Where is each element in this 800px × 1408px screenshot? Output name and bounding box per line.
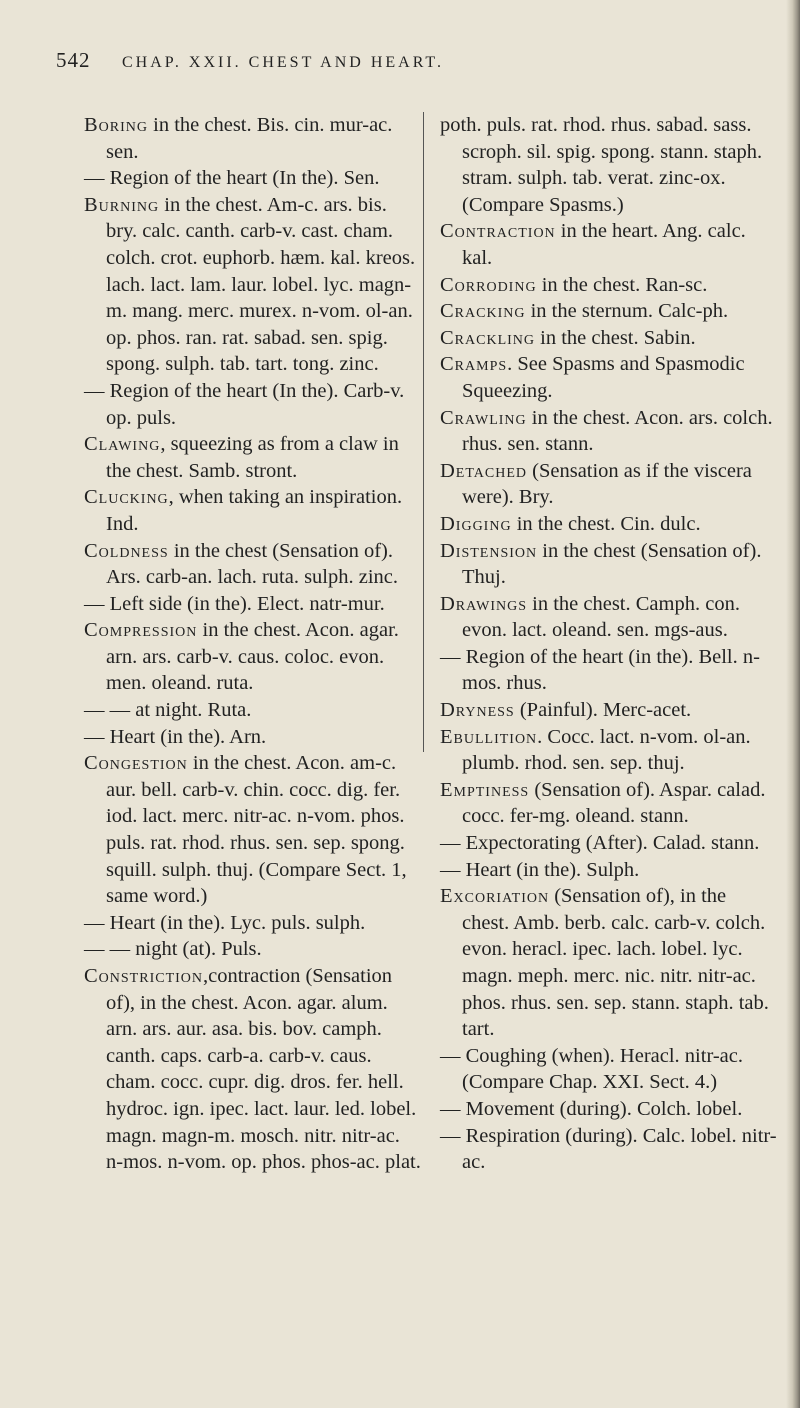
entry-text: — Movement (during). Colch. lobel. — [440, 1097, 743, 1120]
index-entry — [84, 165, 422, 192]
entry-text: . Cocc. lact. n-vom. ol-an. plumb. rhod. sen. sep. thuj. — [462, 725, 751, 775]
index-entry — [84, 617, 422, 697]
entry-headword: Coldness — [84, 539, 169, 562]
page-number: 542 — [56, 48, 91, 72]
index-entry — [84, 192, 422, 378]
entry-text: in the chest (Sensation of). Ars. carb-an. lach. ruta. sulph. zinc. — [106, 539, 399, 589]
index-entry — [440, 325, 778, 352]
entry-headword: Burning — [84, 193, 160, 216]
entry-text: in the chest. Cin. dulc. — [511, 512, 701, 535]
index-entry — [440, 298, 778, 325]
entry-headword: Boring — [84, 114, 149, 136]
entry-text: in the chest. Bis. cin. mur-ac. sen. — [106, 114, 393, 163]
entry-headword: Crawling — [440, 406, 527, 429]
entry-headword: Corroding — [440, 273, 537, 296]
entry-headword: Dryness — [440, 699, 515, 722]
entry-headword: Digging — [440, 512, 512, 535]
entry-text: — Region of the heart (In the). Carb-v. op. puls. — [84, 379, 405, 429]
entry-text: in the heart. Ang. calc. kal. — [462, 220, 746, 269]
index-entry — [84, 910, 422, 937]
page-header — [56, 48, 776, 82]
entry-text: ,contraction (Sensation of), in the chest. Acon. agar. alum. arn. ars. aur. asa. bis. bov. camph. canth. caps. carb-a. carb-v. caus. cham. cocc. cupr. dig. dros. fer. hell. hydroc. ign. ipec. lact. laur. led. lobel. magn. magn-m. mosch. nitr. nitr-ac. n-mos. n-vom. op. phos. phos-ac. plat. — [106, 965, 421, 1174]
entry-text: in the chest. Am-c. ars. bis. bry. calc. canth. carb-v. cast. cham. colch. crot. euphorb. hæm. kal. kreos. lach. lact. lam. laur. lobel. lyc. magn-m. mang. merc. murex. n-vom. ol-an. op. phos. ran. rat. sabad. sen. spig. spong. sulph. tab. tart. tong. zinc. — [106, 193, 416, 376]
entry-headword: Crackling — [440, 326, 536, 349]
index-entry — [440, 697, 778, 724]
entry-text: in the chest. Acon. agar. arn. ars. carb-v. caus. coloc. evon. men. oleand. ruta. — [106, 619, 399, 695]
entry-headword: Cracking — [440, 300, 526, 323]
entry-text: — Region of the heart (in the). Bell. n-mos. rhus. — [440, 645, 760, 695]
entry-text: poth. puls. rat. rhod. rhus. sabad. sass. scroph. sil. spig. spong. stann. staph. stram. sulph. tab. verat. zinc-ox. (Compare Spasms.) — [440, 114, 763, 216]
index-entry — [440, 538, 778, 591]
entry-headword: Ebullition — [440, 725, 538, 748]
index-entry — [440, 218, 778, 271]
running-head: CHAP. XXII. CHEST AND HEART. — [122, 54, 445, 71]
entry-headword: Constriction — [84, 965, 204, 987]
index-entry — [440, 1096, 778, 1123]
index-entry — [440, 777, 778, 830]
index-entry — [440, 830, 778, 857]
index-entry — [440, 272, 778, 299]
index-entry — [84, 963, 422, 1176]
entry-text: in the chest. Ran-sc. — [536, 273, 708, 296]
entry-text: (Painful). Merc-acet. — [514, 699, 692, 722]
entry-text: in the chest. Acon. ars. colch. rhus. sen. stann. — [462, 406, 773, 456]
entry-headword: Emptiness — [440, 778, 530, 801]
entry-text: — Respiration (during). Calc. lobel. nitr-ac. — [440, 1124, 777, 1174]
index-entry — [440, 112, 778, 218]
entry-text: — Heart (in the). Arn. — [84, 725, 267, 748]
entry-headword: Excoriation — [440, 885, 550, 908]
entry-text: — Coughing (when). Heracl. nitr-ac. (Compare Chap. XXI. Sect. 4.) — [440, 1044, 744, 1094]
entry-text: (Sensation of). Aspar. calad. cocc. fer-mg. oleand. stann. — [462, 778, 766, 828]
entry-text: — Left side (in the). Elect. natr-mur. — [84, 592, 385, 615]
entry-headword: Clawing — [84, 433, 161, 456]
index-entry — [440, 883, 778, 1043]
index-entry — [84, 591, 422, 618]
index-entry — [440, 405, 778, 458]
index-entry — [84, 378, 422, 431]
index-entry — [84, 697, 422, 724]
right-column — [440, 112, 778, 1176]
entry-headword: Contraction — [440, 220, 556, 243]
index-entry — [84, 724, 422, 751]
entry-text: — — night (at). Puls. — [84, 938, 262, 961]
left-column — [84, 112, 422, 1176]
index-entry — [84, 484, 422, 537]
entry-headword: Compression — [84, 619, 198, 642]
entry-headword: Cramps — [440, 353, 508, 376]
entry-text: in the chest (Sensation of). Thuj. — [462, 539, 762, 589]
index-entry — [440, 1043, 778, 1096]
index-entry — [84, 936, 422, 963]
index-entry — [440, 644, 778, 697]
entry-text: (Sensation as if the viscera were). Bry. — [462, 459, 752, 509]
index-entry — [84, 112, 422, 165]
index-entry — [84, 750, 422, 910]
entry-text: — — at night. Ruta. — [84, 699, 252, 722]
index-entry — [440, 591, 778, 644]
index-entry — [84, 538, 422, 591]
entry-text: in the chest. Camph. con. evon. lact. oleand. sen. mgs-aus. — [462, 592, 740, 642]
index-entry — [440, 724, 778, 777]
entry-text: (Sensation of), in the chest. Amb. berb. calc. carb-v. colch. evon. heracl. ipec. lach. lobel. lyc. magn. meph. merc. nic. nitr. nitr-ac. phos. rhus. sen. sep. stann. staph. tab. tart. — [462, 885, 769, 1041]
two-column-text — [0, 112, 800, 1392]
index-entry — [440, 511, 778, 538]
index-entry — [440, 857, 778, 884]
entry-text: in the chest. Sabin. — [535, 326, 696, 349]
index-entry — [440, 458, 778, 511]
entry-text: , when taking an inspiration. Ind. — [106, 486, 403, 535]
entry-headword: Clucking — [84, 486, 169, 509]
entry-text: in the chest. Acon. am-c. aur. bell. carb-v. chin. cocc. dig. fer. iod. lact. merc. nitr-ac. n-vom. phos. puls. rat. rhod. rhus. sen. sep. spong. squill. sulph. thuj. (Compare Sect. 1, same word.) — [106, 752, 407, 908]
entry-text: . See Spasms and Spasmodic Squeezing. — [462, 353, 745, 402]
entry-text: , squeezing as from a claw in the chest. Samb. stront. — [106, 433, 399, 482]
entry-text: — Heart (in the). Lyc. puls. sulph. — [84, 911, 366, 934]
entry-headword: Detached — [440, 459, 528, 482]
index-entry — [440, 351, 778, 404]
entry-headword: Congestion — [84, 752, 188, 775]
entry-text: — Region of the heart (In the). Sen. — [84, 167, 380, 190]
entry-text: — Expectorating (After). Calad. stann. — [440, 832, 760, 855]
entry-text: in the sternum. Calc-ph. — [525, 300, 729, 323]
entry-headword: Drawings — [440, 592, 528, 615]
index-entry — [440, 1123, 778, 1176]
index-entry — [84, 431, 422, 484]
entry-text: — Heart (in the). Sulph. — [440, 858, 640, 881]
entry-headword: Distension — [440, 539, 538, 562]
